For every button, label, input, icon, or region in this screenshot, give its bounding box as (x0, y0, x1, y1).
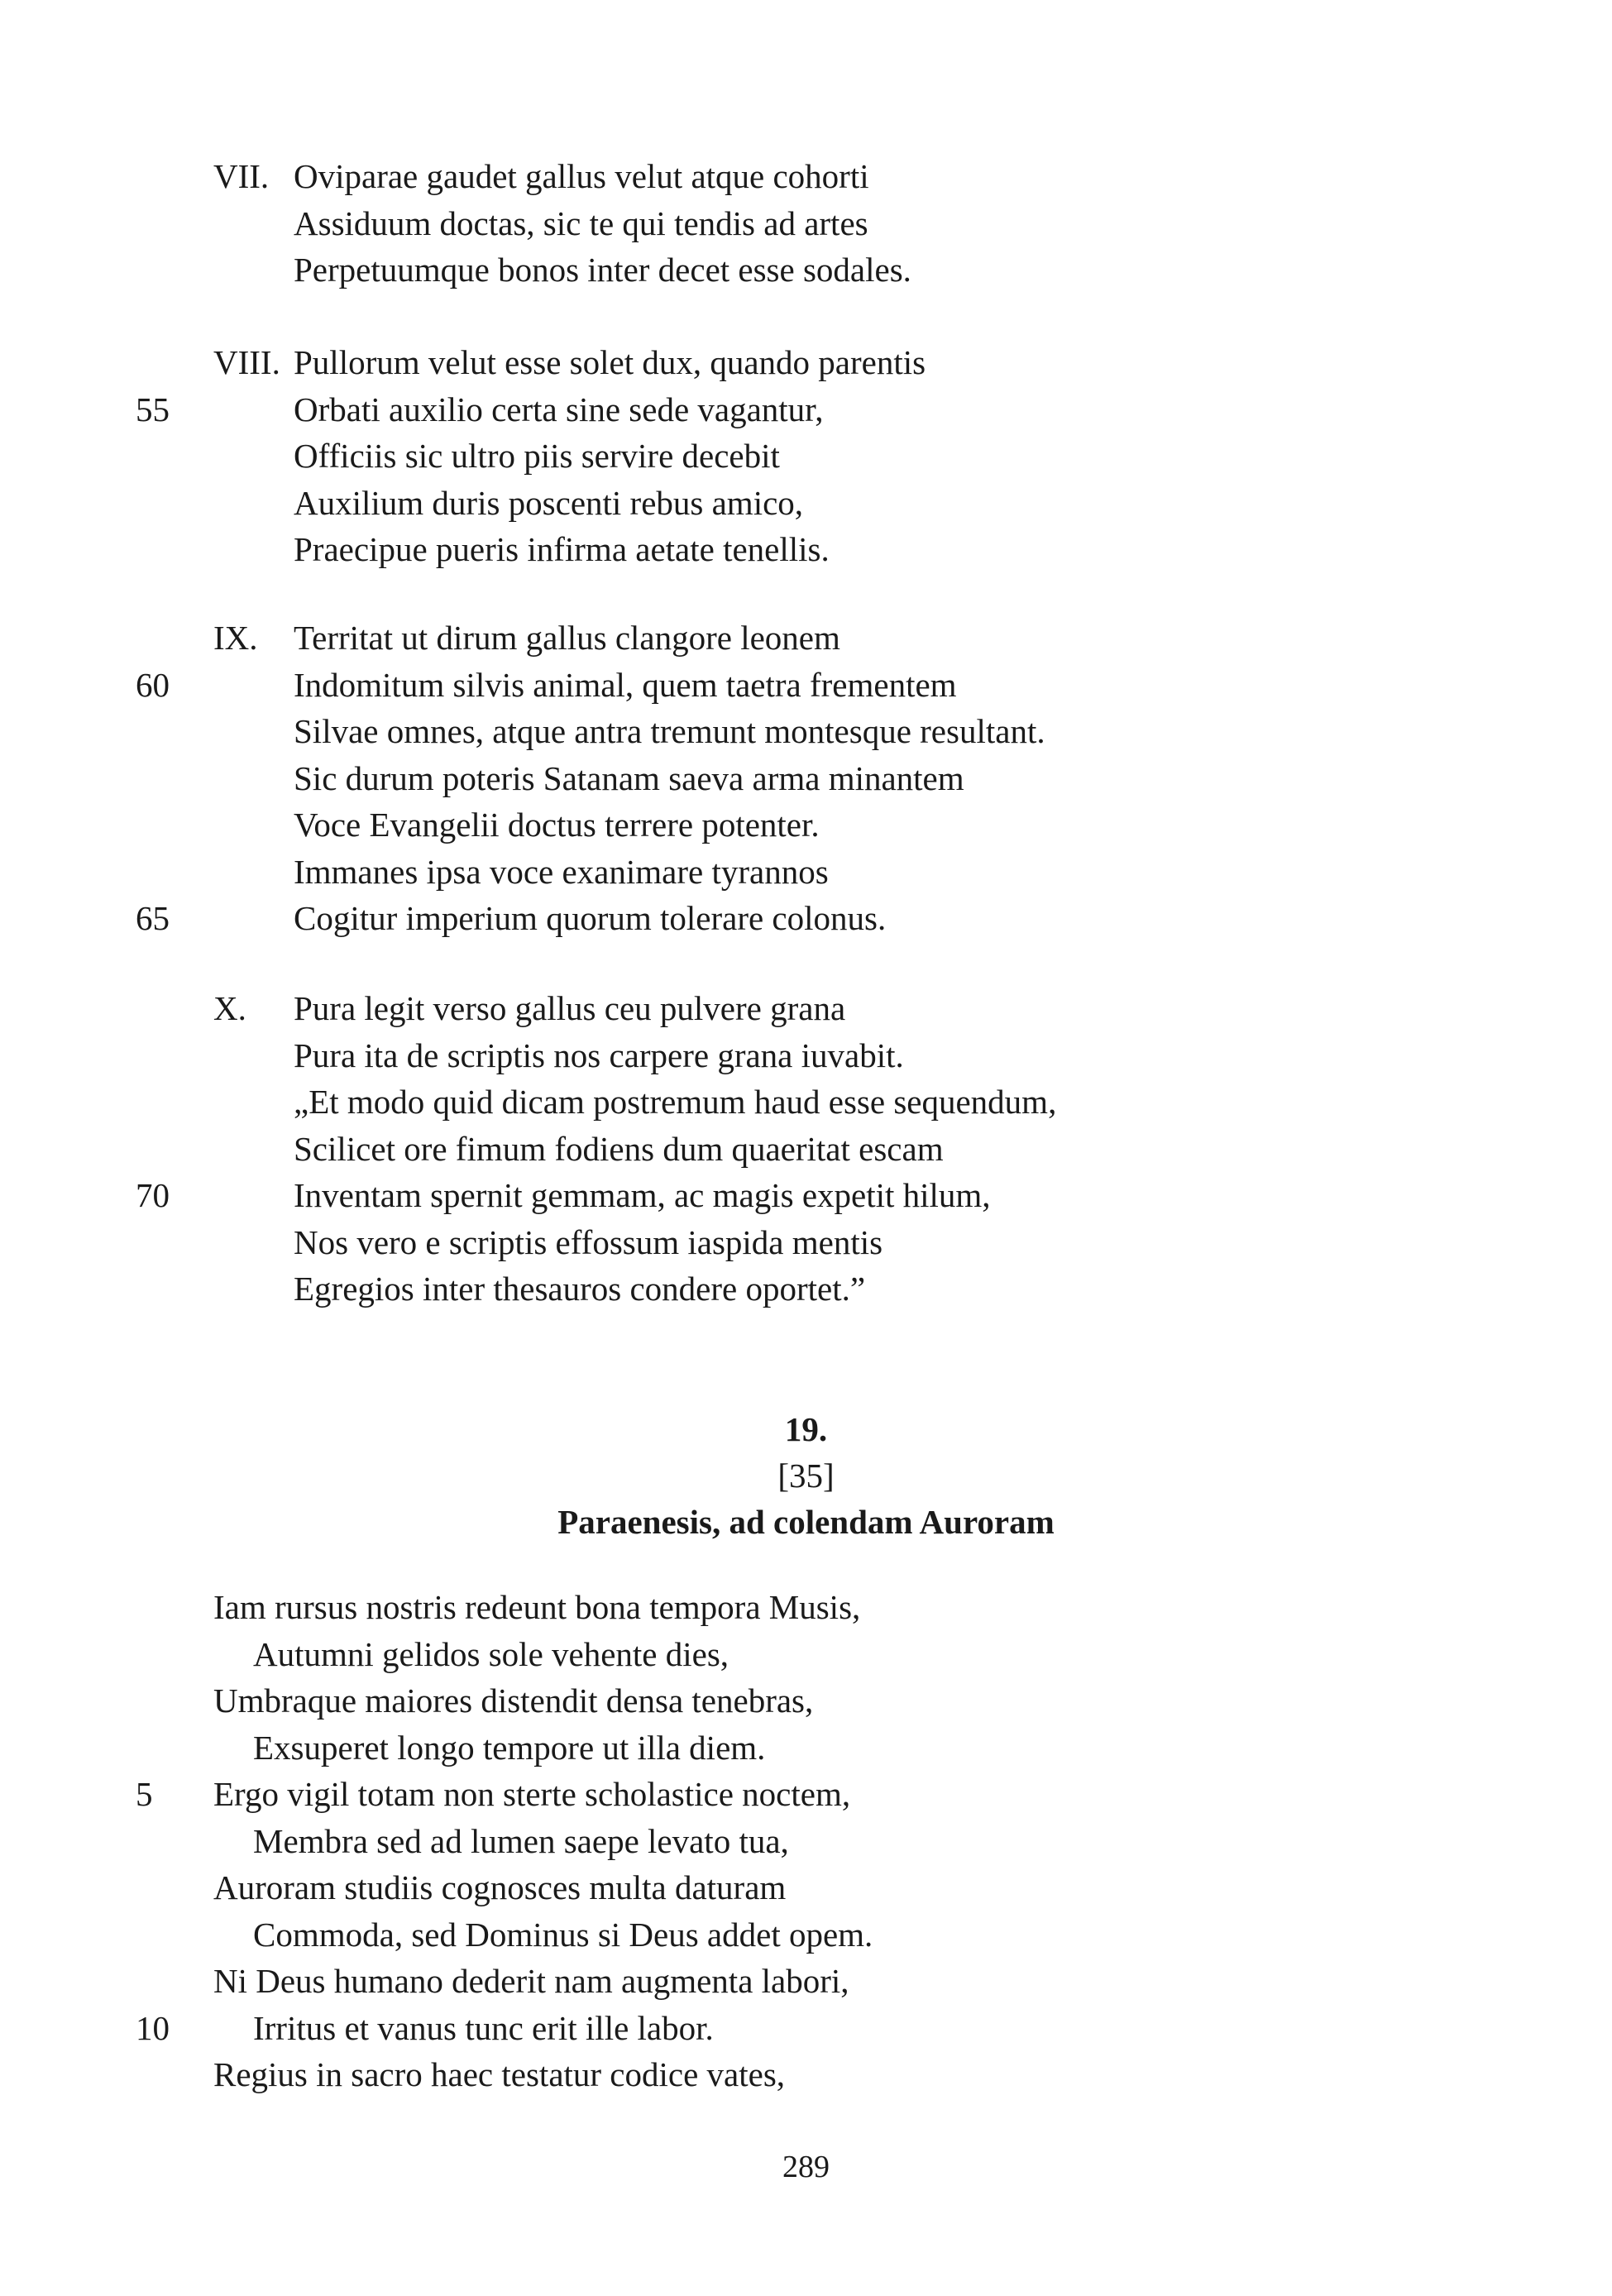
verse-line: Pullorum velut esse solet dux, quando parentis (294, 343, 926, 381)
verse-line: Autumni gelidos sole vehente dies, (253, 1634, 729, 1673)
line-number: 65 (136, 899, 170, 937)
verse-line: Praecipue pueris infirma aetate tenellis. (294, 530, 830, 568)
verse-line: Regius in sacro haec testatur codice vates, (213, 2055, 786, 2093)
verse-line: Nos vero e scriptis effossum iaspida mentis (294, 1222, 883, 1261)
verse-line: Voce Evangelii doctus terrere potenter. (294, 806, 820, 844)
line-number: 70 (136, 1176, 170, 1214)
verse-line: Auroram studiis cognosces multa daturam (213, 1868, 787, 1906)
stanza-number: X. (213, 989, 246, 1027)
line-number: 55 (136, 390, 170, 428)
stanza-number: VIII. (213, 343, 280, 381)
verse-line: Oviparae gaudet gallus velut atque cohorti (294, 157, 869, 195)
verse-line: Pura ita de scriptis nos carpere grana iuvabit. (294, 1036, 904, 1074)
verse-line: Auxilium duris poscenti rebus amico, (294, 483, 804, 522)
verse-line: Perpetuumque bonos inter decet esse sodales. (294, 251, 911, 289)
verse-line: Ni Deus humano dederit nam augmenta labori, (213, 1962, 849, 2000)
verse-line: Assiduum doctas, sic te qui tendis ad artes (294, 203, 868, 242)
verse-line: Cogitur imperium quorum tolerare colonus. (294, 899, 887, 937)
verse-line: Scilicet ore fimum fodiens dum quaeritat escam (294, 1129, 944, 1168)
verse-line: Territat ut dirum gallus clangore leonem (294, 619, 840, 657)
verse-line: Pura legit verso gallus ceu pulvere grana (294, 989, 846, 1027)
verse-line: „Et modo quid dicam postremum haud esse sequendum, (294, 1083, 1057, 1121)
verse-line: Orbati auxilio certa sine sede vagantur, (294, 390, 824, 428)
poem-number: 19. (784, 1410, 828, 1448)
verse-line: Silvae omnes, atque antra tremunt montesque resultant. (294, 712, 1045, 750)
verse-line: Membra sed ad lumen saepe levato tua, (253, 1821, 789, 1860)
line-number: 60 (136, 665, 170, 704)
line-number: 5 (136, 1775, 153, 1813)
line-number: 10 (136, 2008, 170, 2047)
verse-line: Inventam spernit gemmam, ac magis expetit hilum, (294, 1176, 991, 1214)
verse-line: Ergo vigil totam non sterte scholastice noctem, (213, 1775, 851, 1813)
verse-line: Commoda, sed Dominus si Deus addet opem. (253, 1915, 873, 1954)
verse-line: Iam rursus nostris redeunt bona tempora Musis, (213, 1588, 861, 1626)
verse-line: Irritus et vanus tunc erit ille labor. (253, 2008, 714, 2047)
verse-line: Egregios inter thesauros condere oportet.” (294, 1270, 866, 1308)
poem-title: Paraenesis, ad colendam Auroram (557, 1503, 1055, 1541)
stanza-number: VII. (213, 157, 270, 195)
verse-line: Immanes ipsa voce exanimare tyrannos (294, 852, 829, 891)
verse-line: Sic durum poteris Satanam saeva arma minantem (294, 758, 964, 797)
stanza-number: IX. (213, 619, 258, 657)
verse-line: Umbraque maiores distendit densa tenebras, (213, 1681, 814, 1720)
verse-line: Indomitum silvis animal, quem taetra frementem (294, 665, 957, 704)
verse-line: Officiis sic ultro piis servire decebit (294, 437, 780, 475)
verse-line: Exsuperet longo tempore ut illa diem. (253, 1728, 766, 1767)
poem-reference: [35] (777, 1457, 835, 1495)
page-number: 289 (782, 2150, 830, 2184)
